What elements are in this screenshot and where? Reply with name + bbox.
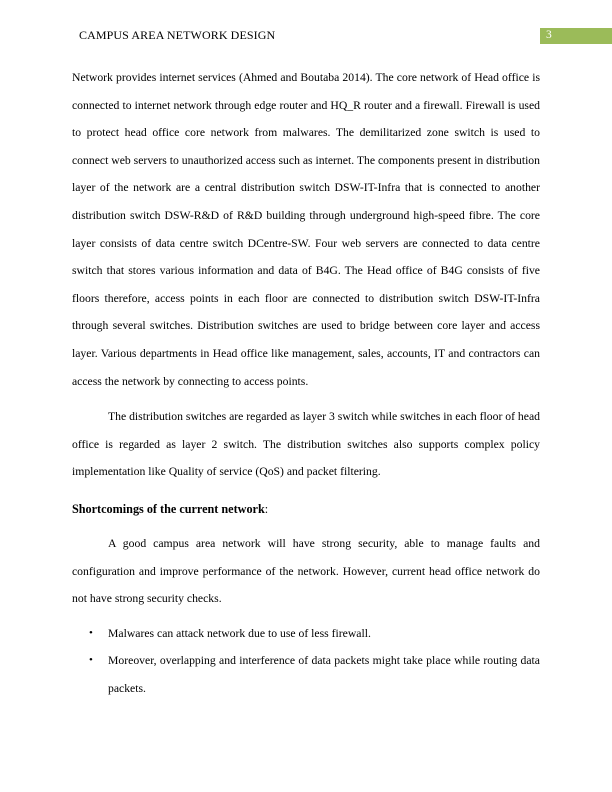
list-item <box>72 620 540 648</box>
bullet-icon: • <box>89 626 93 639</box>
shortcomings-list <box>72 620 540 703</box>
body-paragraph-2: The distribution switches are regarded as layer 3 switch while switches in each floor of head office is regarded as layer 2 switch. The distribution switches also supports complex policy implementation like Quality of service (QoS) and packet filtering. <box>72 410 540 479</box>
section-heading-colon: : <box>264 501 269 516</box>
list-item <box>72 647 540 702</box>
section-heading <box>72 497 540 521</box>
page-header <box>0 0 612 50</box>
page-number: 3 <box>546 29 552 41</box>
body-paragraph-3: A good campus area network will have strong security, able to manage faults and configuration and improve performance of the network. However, current head office network do not have strong security checks. <box>72 536 540 606</box>
body-paragraph-1: Network provides internet services (Ahmed and Boutaba 2014). The core network of Head office is connected to internet network through edge router and HQ_R router and a firewall. Firewall is used to protect head office core network from malwares. The demilitarized zone switch is used to connect web servers to unauthorized access such as internet. The components present in distribution layer of the network are a central distribution switch DSW-IT-Infra that is connected to another distribution switch DSW-R&D of R&D building through underground high-speed fibre. The core layer consists of data centre switch DCentre-SW. Four web servers are connected to data centre switch that stores various information and data of B4G. The Head office of B4G consists of five floors therefore, access points in each floor are connected to distribution switch DSW-IT-Infra through several switches. Distribution switches are used to bridge between core layer and access layer. Various departments in Head office like management, sales, accounts, IT and contractors can access the network by connecting to access points. <box>72 71 540 388</box>
page-number-box <box>540 28 612 44</box>
section-heading-text: Shortcomings of the current network <box>72 501 265 516</box>
bullet-icon: • <box>89 654 93 667</box>
running-head-title: CAMPUS AREA NETWORK DESIGN <box>79 28 276 42</box>
list-item-text: Malwares can attack network due to use of less firewall. <box>108 626 371 640</box>
list-item-text: Moreover, overlapping and interference of data packets might take place while routing data packets. <box>108 654 540 695</box>
document-body <box>72 64 540 702</box>
